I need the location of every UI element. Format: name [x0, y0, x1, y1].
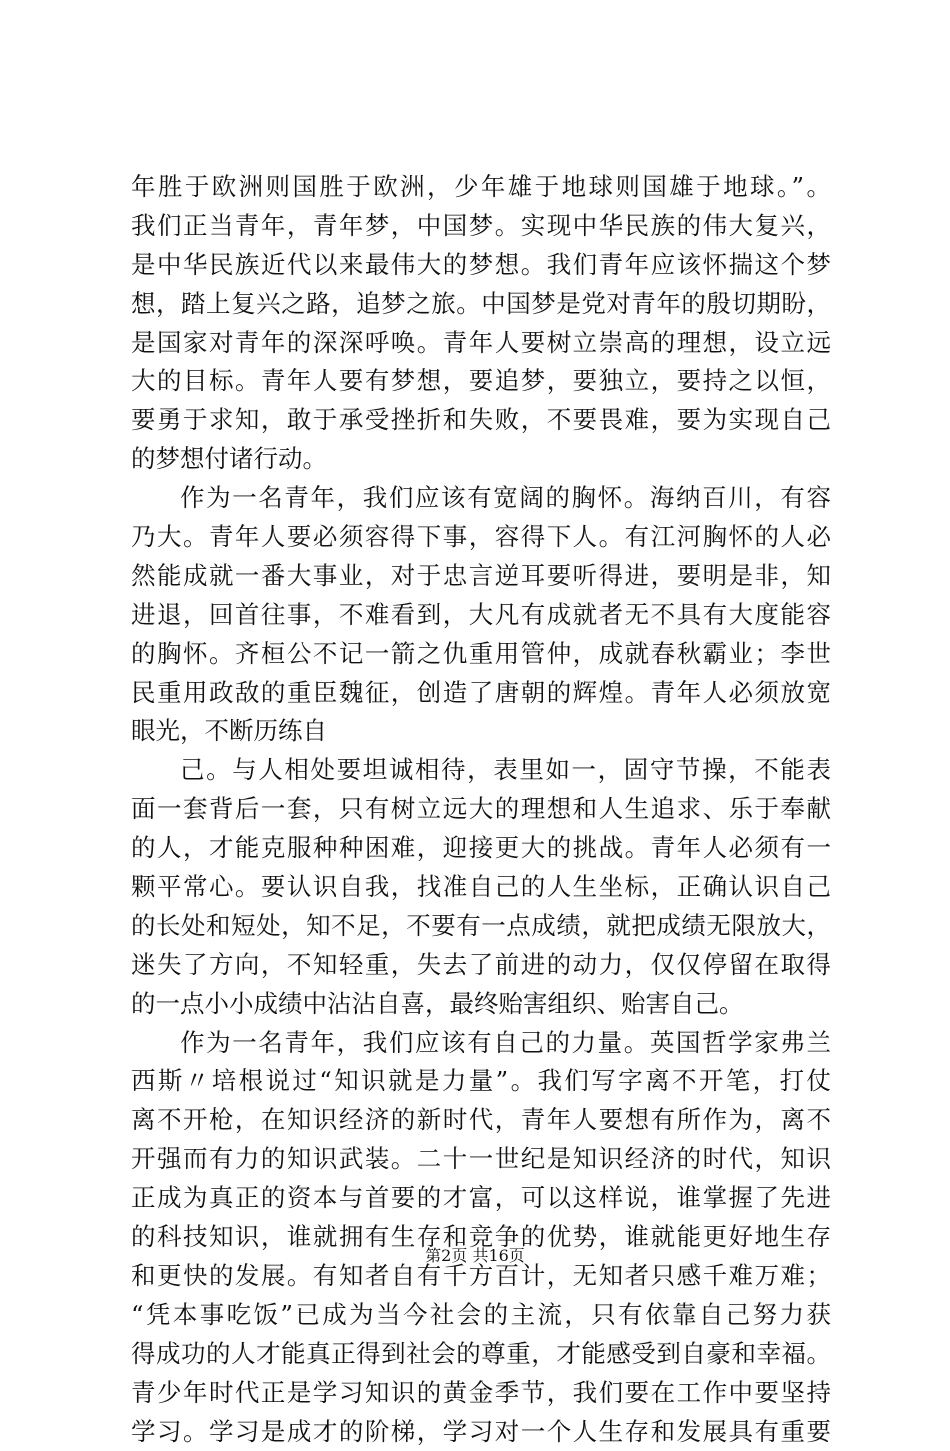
paragraph-first-line: 作为一名青年，我们应该有自己的力量。英国哲学家弗兰 [131, 1024, 831, 1063]
text-line: 青少年时代正是学习知识的黄金季节，我们要在工作中要坚持 [131, 1374, 831, 1413]
paragraph-first-line: 己。与人相处要坦诚相待，表里如一，固守节操，不能表 [131, 751, 831, 790]
text-line: 想，踏上复兴之路，追梦之旅。中国梦是党对青年的殷切期盼， [131, 285, 831, 324]
text-line: 乃大。青年人要必须容得下事，容得下人。有江河胸怀的人必 [131, 518, 831, 557]
text-line: 面一套背后一套，只有树立远大的理想和人生追求、乐于奉献 [131, 790, 831, 829]
text-line: 的梦想付诸行动。 [131, 440, 831, 479]
text-line: 是中华民族近代以来最伟大的梦想。我们青年应该怀揣这个梦 [131, 246, 831, 285]
text-line: 开强而有力的知识武装。二十一世纪是知识经济的时代，知识 [131, 1140, 831, 1179]
text-line: 和更快的发展。有知者自有千方百计，无知者只感千难万难； [131, 1257, 831, 1296]
text-line: 民重用政敌的重臣魏征，创造了唐朝的辉煌。青年人必须放宽 [131, 674, 831, 713]
text-line: 颗平常心。要认识自我，找准自己的人生坐标，正确认识自己 [131, 868, 831, 907]
text-line: 的一点小小成绩中沾沾自喜，最终贻害组织、贻害自己。 [131, 985, 831, 1024]
text-line: 进退，回首往事，不难看到，大凡有成就者无不具有大度能容 [131, 596, 831, 635]
text-line: 迷失了方向，不知轻重，失去了前进的动力，仅仅停留在取得 [131, 946, 831, 985]
text-line: 年胜于欧洲则国胜于欧洲，少年雄于地球则国雄于地球。”。 [131, 168, 831, 207]
text-line: 然能成就一番大事业，对于忠言逆耳要听得进，要明是非，知 [131, 557, 831, 596]
text-line: 的胸怀。齐桓公不记一箭之仇重用管仲，成就春秋霸业；李世 [131, 635, 831, 674]
text-line: 西斯〃培根说过“知识就是力量”。我们写字离不开笔，打仗 [131, 1062, 831, 1101]
text-line: 的科技知识，谁就拥有生存和竞争的优势，谁就能更好地生存 [131, 1218, 831, 1257]
text-line: 正成为真正的资本与首要的才富，可以这样说，谁掌握了先进 [131, 1179, 831, 1218]
paragraph-first-line: 作为一名青年，我们应该有宽阔的胸怀。海纳百川，有容 [131, 479, 831, 518]
text-line: 的长处和短处，知不足，不要有一点成绩，就把成绩无限放大， [131, 907, 831, 946]
text-line: 学习。学习是成才的阶梯，学习对一个人生存和发展具有重要 [131, 1413, 831, 1451]
text-line: 的人，才能克服种种困难，迎接更大的挑战。青年人必须有一 [131, 829, 831, 868]
text-line: 得成功的人才能真正得到社会的尊重，才能感受到自豪和幸福。 [131, 1335, 831, 1374]
text-line: 是国家对青年的深深呼唤。青年人要树立崇高的理想，设立远 [131, 324, 831, 363]
text-line: “凭本事吃饭”已成为当今社会的主流，只有依靠自己努力获 [131, 1296, 831, 1335]
text-line: 要勇于求知，敢于承受挫折和失败，不要畏难，要为实现自己 [131, 401, 831, 440]
text-line: 我们正当青年，青年梦，中国梦。实现中华民族的伟大复兴， [131, 207, 831, 246]
text-line: 离不开枪，在知识经济的新时代，青年人要想有所作为，离不 [131, 1101, 831, 1140]
text-line: 大的目标。青年人要有梦想，要追梦，要独立，要持之以恒， [131, 362, 831, 401]
page-number-footer: 第2页 共16页 [0, 1243, 950, 1266]
text-line: 眼光，不断历练自 [131, 712, 831, 751]
